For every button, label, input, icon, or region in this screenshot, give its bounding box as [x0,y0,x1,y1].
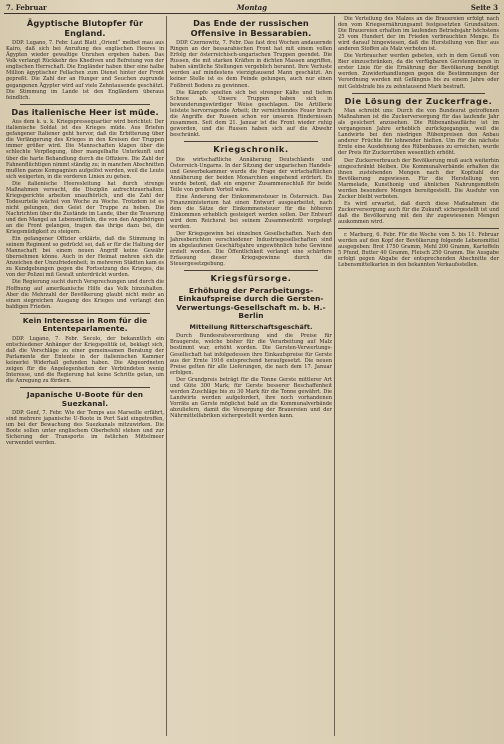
article-paragraph: Es wird erwartet, daß durch diese Maßnahmen die Zuckerversorgung auch für die Zukunft sichergestellt ist und daß die Bevölkerung mit den ihr zugewiesenen Mengen auskommen wird. [338,200,499,225]
article-paragraph: Der Grundpreis beträgt für die Tonne Gerste mittlerer Art und Güte 300 Mark; für Gerste besserer Beschaffenheit werden Zuschläge bis zu 30 Mark für die Tonne gewährt. Die Landwirte werden aufgefordert, ihre noch vorhandenen Vorräte an Gerste möglichst bald an die Kommunalverbände abzuliefern, damit die Versorgung der Brauereien und der Nährmittelfabriken sichergestellt werden kann. [170,376,332,419]
article-headline: Japanische U-Boote für den Suezkanal. [26,390,144,408]
article-separator [20,313,150,314]
article-paragraph: DDP. Lugano, 7. Febr. Laut Blatt „Orient“ melbet mau aus Kairo, daß sich bei Anrufung des englischen Heeres in Ägypten wieder gewaltige Unruhen ergeben haben. Das Volk verlangt Rückkehr des Khediven und Befreiung von der englischen Herrschaft. Die Engländer haben über eine halbe Million ägyptischer Fellachen zum Dienst hinter der Front gepreßt. Die Zahl der an Hunger und Seuchen zugrunde gegangenen Ägypter wird auf viele Zehntausende geschätzt. Die Stimmung im Lande ist den Engländern überaus feindlich. [6,40,164,101]
article-separator [20,387,150,388]
article-headline: Das italienische Heer ist müde. [11,106,159,117]
article-separator [338,228,499,229]
article-headline: Ägyptische Blutopfer für England. [26,18,144,38]
column-3 [338,16,499,738]
article-headline: Die Lösung der Zuckerfrage. [344,95,493,106]
article-headline: Kriegschronik. [213,143,289,154]
header-page-number: Seite 3 [470,3,498,12]
article-byline: Mitteilung Ritterschaftsgeschäft. [189,322,313,331]
article-paragraph: Die italienische Heeresleitung hat durch strenge Maßnahmen versucht, die Disziplin aufrechtzuerhalten. Kriegsgerichte arbeiten unaufhörlich, und die Zahl der Todesurteile wächst von Woche zu Woche. Trotzdem ist es nicht gelungen, den Geist der Truppe zu heben. Die Nachrichten über die Zustände im Lande, über die Teuerung und den Mangel an Lebensmitteln, die von den Angehörigen an die Front gelangen, tragen das ihrige dazu bei, die Kriegsmüdigkeit zu steigern. [6,180,164,236]
header-day: Montag [236,3,268,12]
column-2 [170,16,332,738]
article-paragraph: DDP. Genf, 7. Febr. Wie der Temps aus Marseille erfährt, sind mehrere japanische U-Boote in Port Said eingetroffen, um bei der Bewachung des Suezkanals mitzuwirken. Die Boote sollen unter englischem Oberbefehl stehen und zur Sicherung der Transporte im östlichen Mittelmeer verwendet werden. [6,410,164,447]
article-headline: Kriegsfürsorge. [210,273,292,284]
article-separator [20,104,150,105]
article-paragraph: Durch Bundesratsverordnung sind die Preise für Braugerste, welche bisher für die Verarbeitung auf Malz bestimmt war, erhöht worden. Die Gersten-Verwertungs-Gesellschaft hat infolgedessen ihre Einkaufspreise für Gerste aus der Ernte 1916 entsprechend heraufgesetzt. Die neuen Preise gelten für alle Lieferungen, die nach dem 17. Januar erfolgen. [170,333,332,376]
page-header [6,2,498,13]
article-paragraph: Man schreibt uns: Durch die von Bundesrat getroffenen Maßnahmen ist die Zuckerversorgung für das laufende Jahr als gesichert anzusehen. Die Rübenanbaufläche ist im vergangenen Jahre erheblich zurückgegangen, weil die Landwirte bei den niedrigen Rübenpreisen den Anbau anderer Früchte für lohnender hielten. Um für die nächste Ernte eine Ausdehnung des Rübenbaues zu erreichen, wurde der Preis für Zuckerrüben wesentlich erhöht. [338,108,499,157]
column-divider [334,16,335,736]
header-rule [4,13,500,14]
article-paragraph: Die wirtschaftliche Annäherung Deutschlands und Österreich-Ungarns. In der Sitzung der ungarischen Handels- und Gewerbekammer wurde die Frage der wirtschaftlichen Annäherung der beiden Monarchien eingehend erörtert. Es wurde betont, daß ein engerer Zusammenschluß für beide Teile von großem Vorteil wäre. [170,156,332,193]
article-paragraph: Die Kämpfe spielten sich bei strenger Kälte und tiefem Schnee ab. Unsere Truppen haben sich in bewunderungswürdiger Weise geschlagen. Die Artillerie leistete hervorragende Arbeit; ihr vernichtendes Feuer brach die Angriffe der Russen schon vor unseren Hindernissen zusammen. Seit dem 21. Januar ist die Front wieder ruhig geworden, und die Russen haben sich auf die Abwehr beschränkt. [170,89,332,138]
article-subheadline: Erhöhung der Perarbeitungs-Einkaufspreise durch die Gersten-Verwertungs-Gesellschaft m. b. H.-Berlin [176,285,326,321]
article-paragraph: DDP. Lugano, 7. Febr. Secolo, der bekanntlich ein entschiedener Anhänger der Kriegspolitik ist, beklagt sich, daß die Vorschläge zu einer gemeinsamen Beratung der Parlamente der Entente in der italienischen Kammer keinerlei Widerhall gefunden haben. Die Abgeordneten zeigen für die Angelegenheiten der Verbündeten wenig Interesse, und die Regierung hat keine Schritte getan, um die Anregung zu fördern. [6,335,164,385]
article-headline: Das Ende der russischen Offensive in Bessarabien. [190,18,312,38]
article-paragraph: Die Verteilung des Malzes an die Brauereien erfolgt nach den vom Kriegsernährungsamt festgesetzten Grundsätzen. Die Brauereien erhalten im laufenden Betriebsjahr höchstens 25 vom Hundert der im Frieden verbrauchten Menge. Es wird darauf hingewiesen, daß die Herstellung von Bier aus anderen Stoffen als Malz verboten ist. [338,16,499,53]
article-paragraph: r. Marburg, 6. Febr. Für die Woche vom 5. bis 11. Februar werden auf den Kopf der Bevölkerung folgende Lebensmittel ausgegeben: Brot 1750 Gramm, Mehl 200 Gramm, Kartoffeln 5 Pfund, Butter 40 Gramm, Fleisch 250 Gramm. Die Ausgabe erfolgt gegen Abgabe der entsprechenden Abschnitte der Lebensmittelkarten in den bekannten Verkaufsstellen. [338,232,499,269]
article-separator [184,141,318,142]
article-paragraph: Der Kriegsgewinn bei einzelnen Gesellschaften. Nach den Jahresberichten verschiedener Industriegesellschaften sind im abgelaufenen Geschäftsjahre ungewöhnlich hohe Gewinne erzielt worden. Die Öffentlichkeit verlangt eine schärfere Erfassung dieser Kriegsgewinne durch die Steuergesetzgebung. [170,231,332,268]
article-paragraph: Der Zuckerverbrauch der Bevölkerung muß auch weiterhin eingeschränkt bleiben. Die Kommunalverbände erhalten die ihnen zustehenden Mengen nach der Kopfzahl der Bevölkerung zugewiesen. Für die Herstellung von Marmelade, Kunsthonig und ähnlichen Nahrungsmitteln werden besondere Mengen bereitgestellt. Die Ausfuhr von Zucker bleibt verboten. [338,157,499,200]
column-1 [6,16,164,738]
article-headline: Kein Interesse in Rom für die Ententeparlamente. [22,315,148,334]
article-separator [352,93,485,94]
article-paragraph: DDP. Czernowitz, 7. Febr. Das fast drei Wochen andauernde Ringen an der bessarabischen Front hat mit einem vollen Erfolg der österreichisch-ungarischen Truppen geendet. Die Russen, die mit starken Kräften in dichten Massen angriffen, haben sämtliche Stellungen vergeblich berannt. Ihre Verluste werden auf mindestens vierzigtausend Mann geschätzt. An keiner Stelle ist es dem Feinde gelungen, auch nur einen Fußbreit Bodens zu gewinnen. [170,40,332,89]
article-paragraph: Ein gefangener Offizier erklärte, daß die Stimmung in seinem Regiment so gedrückt sei, daß er für die Haltung der Mannschaft bei einem neuen Angriff keine Gewähr übernehmen könne. Auch in der Heimat mehren sich die Anzeichen der Unzufriedenheit; in mehreren Städten kam es zu Kundgebungen gegen die Fortsetzung des Krieges, die von der Polizei mit Gewalt unterdrückt wurden. [6,236,164,279]
header-date: 7. Februar [6,3,47,12]
article-paragraph: Die Verbraucher werden gebeten, sich in dem Genuß von Bier einzuschränken, da die verfügbaren Gerstenmengen in erster Linie für die Ernährung der Bevölkerung benötigt werden. Zuwiderhandlungen gegen die Bestimmungen der Verordnung werden mit Gefängnis bis zu einem Jahre oder mit Geldstrafe bis zu zehntausend Mark bestraft. [338,53,499,90]
article-paragraph: Eine Änderung der Einkommensteuer in Österreich. Das Finanzministerium hat einen Entwurf ausgearbeitet, nach dem die Sätze der Einkommensteuer für die höheren Einkommen erheblich gesteigert werden sollen. Der Entwurf wird dem Reichsrat bei seinem Zusammentritt vorgelegt werden. [170,193,332,231]
article-paragraph: Die Regierung sucht durch Versprechungen und durch die Hoffnung auf amerikanische Hilfe das Volk hinzuhalten. Aber die Mehrzahl der Bevölkerung glaubt nicht mehr an einen siegreichen Ausgang des Krieges und verlangt den baldigen Frieden. [6,279,164,310]
article-separator [184,270,318,271]
column-divider [166,16,167,736]
article-paragraph: Aus dem k. u. k. Kriegspressequartier wird berichtet: Der italienische Soldat ist des Krieges müde. Aus Briefen gefangener Italiener geht hervor, daß die Erbitterung über die Verlängerung des Krieges in den Kreisen der Truppen immer größer wird. Die Mannschaften klagen über die schlechte Verpflegung, über mangelhafte Unterkunft und über die harte Behandlung durch die Offiziere. Die Zahl der Fahnenflüchtigen nimmt ständig zu; in manchen Abschnitten mußten ganze Kompagnien aufgelöst werden, weil die Leute sich weigerten, in die vorderen Linien zu gehen. [6,119,164,180]
